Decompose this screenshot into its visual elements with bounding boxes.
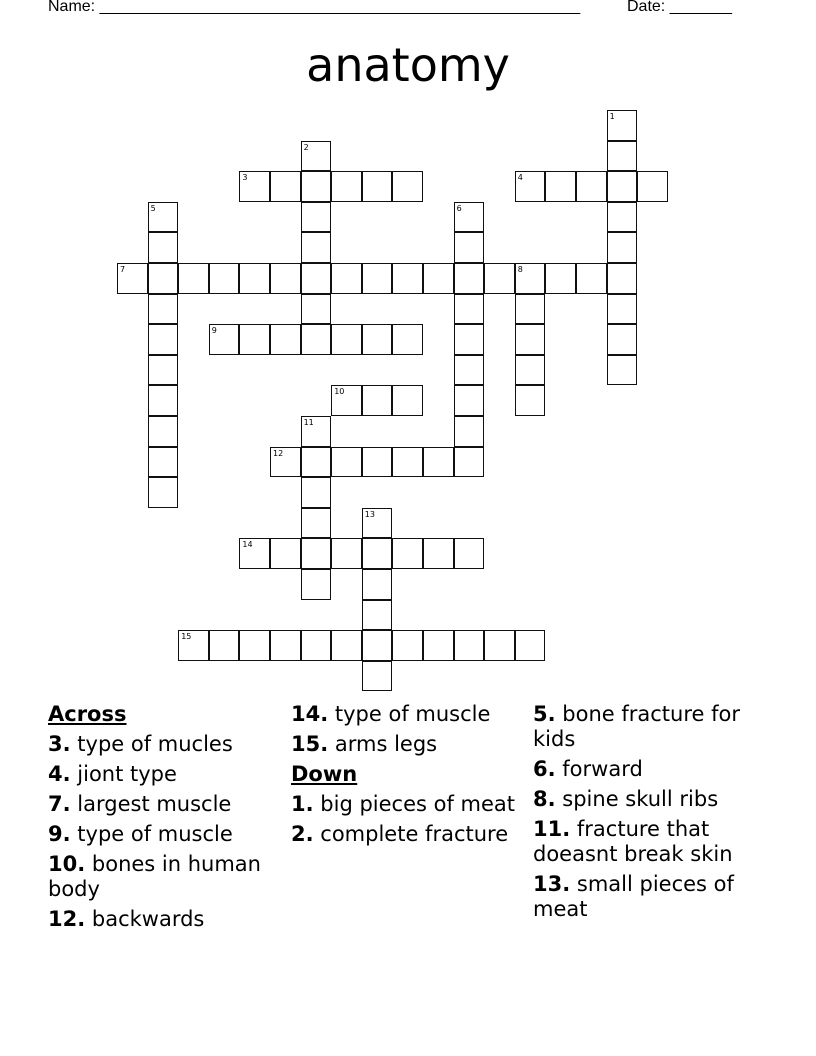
clue-across-12: 12. backwards [48,907,205,931]
grid-cell[interactable] [270,171,301,202]
clue-down-8: 8. spine skull ribs [533,787,719,811]
grid-cell[interactable] [392,263,423,294]
grid-cell[interactable] [270,447,301,478]
clue-down-11: 11. fracture that doeasnt break skin [533,817,733,866]
grid-cell[interactable] [392,324,423,355]
grid-cell[interactable] [301,141,332,172]
grid-cell[interactable] [209,263,240,294]
grid-cell[interactable] [331,385,362,416]
grid-cell[interactable] [148,202,179,233]
grid-cell[interactable] [362,661,393,692]
grid-cell[interactable] [209,324,240,355]
date-field[interactable]: Date: _______ [627,0,732,15]
grid-cell[interactable] [148,294,179,325]
grid-cell[interactable] [239,630,270,661]
grid-cell[interactable] [301,416,332,447]
grid-cell[interactable] [301,630,332,661]
cell-number: 15 [181,632,192,642]
grid-cell[interactable] [270,538,301,569]
grid-cell[interactable] [423,263,454,294]
cell-number: 10 [334,387,345,397]
grid-cell[interactable] [239,171,270,202]
grid-cell[interactable] [454,294,485,325]
grid-cell[interactable] [515,385,546,416]
grid-cell[interactable] [301,324,332,355]
cell-number: 8 [517,265,523,274]
grid-cell[interactable] [607,294,638,325]
grid-cell[interactable] [331,263,362,294]
cell-number: 2 [303,142,309,152]
grid-cell[interactable] [362,569,393,600]
grid-cell[interactable] [454,416,485,447]
clue-down-6: 6. forward [533,757,643,781]
grid-cell[interactable] [117,263,148,294]
cell-number: 14 [242,540,253,550]
grid-cell[interactable] [148,385,179,416]
grid-cell[interactable] [392,447,423,478]
clue-across-7: 7. largest muscle [48,792,232,816]
cell-number: 6 [456,203,462,213]
grid-cell[interactable] [607,263,638,294]
clue-across-10: 10. bones in human body [48,852,261,901]
grid-cell[interactable] [301,477,332,508]
grid-cell[interactable] [515,355,546,386]
grid-cell[interactable] [545,263,576,294]
clue-across-3: 3. type of mucles [48,732,233,756]
grid-cell[interactable] [454,202,485,233]
grid-cell[interactable] [454,538,485,569]
grid-cell[interactable] [454,630,485,661]
cell-number: 1 [609,112,615,121]
grid-cell[interactable] [484,263,515,294]
grid-cell[interactable] [392,538,423,569]
grid-cell[interactable] [607,202,638,233]
clue-across-9: 9. type of muscle [48,822,233,846]
clue-down-5: 5. bone fracture for kids [533,702,740,751]
clue-across-4: 4. jiont type [48,762,177,786]
grid-cell[interactable] [239,263,270,294]
grid-cell[interactable] [362,447,393,478]
cell-number: 5 [150,203,156,213]
grid-cell[interactable] [301,232,332,263]
puzzle-title: anatomy [306,38,510,92]
grid-cell[interactable] [301,538,332,569]
clue-column-3 [533,702,773,927]
grid-cell[interactable] [607,324,638,355]
across-heading: Across [48,702,127,726]
cell-number: 7 [120,265,126,274]
grid-cell[interactable] [454,385,485,416]
grid-cell[interactable] [515,263,546,294]
clue-down-13: 13. small pieces of meat [533,872,734,921]
cell-number: 13 [364,509,375,519]
grid-cell[interactable] [331,324,362,355]
clue-down-2: 2. complete fracture [291,822,509,846]
grid-cell[interactable] [148,447,179,478]
grid-cell[interactable] [515,630,546,661]
grid-cell[interactable] [178,630,209,661]
grid-cell[interactable] [362,171,393,202]
grid-cell[interactable] [607,141,638,172]
clue-column-1 [48,702,278,937]
grid-cell[interactable] [362,508,393,539]
grid-cell[interactable] [484,630,515,661]
grid-cell[interactable] [270,630,301,661]
grid-cell[interactable] [148,324,179,355]
grid-cell[interactable] [454,263,485,294]
grid-cell[interactable] [607,171,638,202]
cell-number: 9 [211,326,217,336]
grid-cell[interactable] [454,447,485,478]
grid-cell[interactable] [607,355,638,386]
grid-cell[interactable] [301,569,332,600]
crossword-grid [117,110,717,710]
grid-cell[interactable] [331,538,362,569]
grid-cell[interactable] [301,202,332,233]
grid-cell[interactable] [392,171,423,202]
grid-cell[interactable] [301,508,332,539]
grid-cell[interactable] [148,416,179,447]
grid-cell[interactable] [331,630,362,661]
grid-cell[interactable] [148,477,179,508]
clue-column-2 [291,702,526,852]
clue-across-14: 14. type of muscle [291,702,491,726]
grid-cell[interactable] [362,324,393,355]
grid-cell[interactable] [362,263,393,294]
grid-cell[interactable] [362,385,393,416]
grid-cell[interactable] [454,232,485,263]
grid-cell[interactable] [239,538,270,569]
grid-cell[interactable] [637,171,668,202]
grid-cell[interactable] [362,630,393,661]
grid-cell[interactable] [239,324,270,355]
grid-cell[interactable] [301,447,332,478]
grid-cell[interactable] [362,538,393,569]
clue-down-1: 1. big pieces of meat [291,792,516,816]
cell-number: 11 [303,418,314,427]
grid-cell[interactable] [270,324,301,355]
clue-across-15: 15. arms legs [291,732,438,756]
grid-cell[interactable] [423,630,454,661]
grid-cell[interactable] [392,630,423,661]
grid-cell[interactable] [515,171,546,202]
grid-cell[interactable] [331,171,362,202]
grid-cell[interactable] [209,630,240,661]
grid-cell[interactable] [331,447,362,478]
name-field[interactable]: Name: ______________________________________________________ [48,0,581,15]
grid-cell[interactable] [270,263,301,294]
grid-cell[interactable] [301,263,332,294]
grid-cell[interactable] [178,263,209,294]
worksheet-header [48,0,768,20]
grid-cell[interactable] [423,447,454,478]
grid-cell[interactable] [148,263,179,294]
cell-number: 3 [242,173,248,183]
grid-cell[interactable] [576,263,607,294]
grid-cell[interactable] [515,294,546,325]
grid-cell[interactable] [576,171,607,202]
grid-cell[interactable] [392,385,423,416]
grid-cell[interactable] [545,171,576,202]
grid-cell[interactable] [362,600,393,631]
grid-cell[interactable] [301,171,332,202]
grid-cell[interactable] [515,324,546,355]
grid-cell[interactable] [607,232,638,263]
down-heading: Down [291,762,358,786]
grid-cell[interactable] [454,324,485,355]
grid-cell[interactable] [148,355,179,386]
grid-cell[interactable] [301,294,332,325]
grid-cell[interactable] [423,538,454,569]
cell-number: 12 [273,448,284,458]
grid-cell[interactable] [454,355,485,386]
grid-cell[interactable] [148,232,179,263]
cell-number: 4 [517,173,523,183]
grid-cell[interactable] [607,110,638,141]
